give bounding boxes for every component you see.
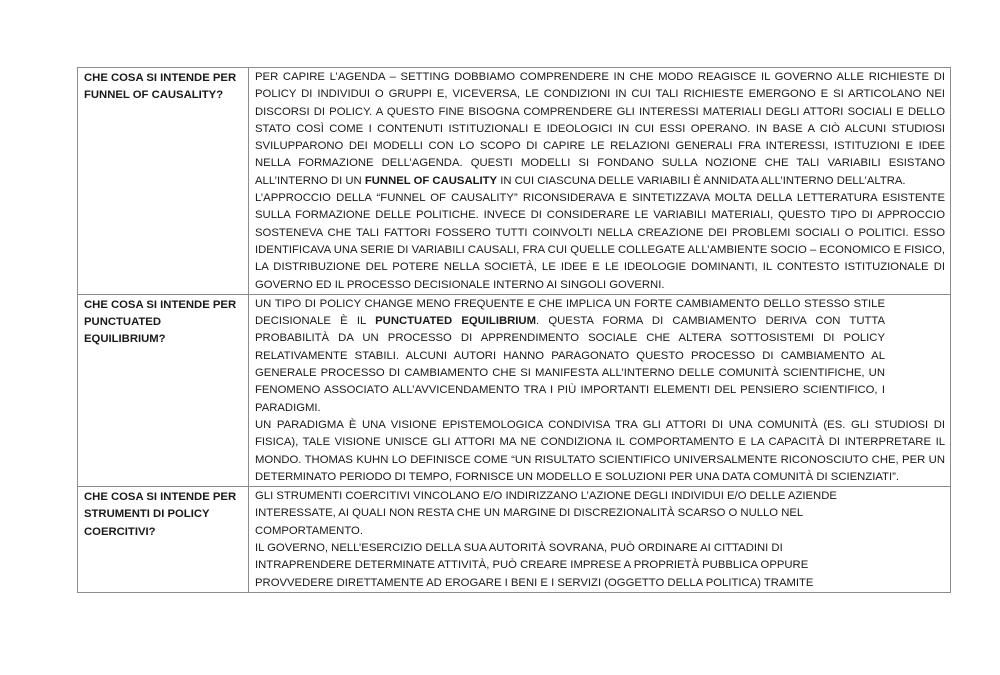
question-cell: CHE COSA SI INTENDE PER STRUMENTI DI POLICY COERCITIVI?	[78, 487, 249, 593]
answer-text: L’APPROCCIO DELLA “FUNNEL OF CAUSALITY” RICONSIDERAVA E SINTETIZZAVA MOLTA DELLA LETTERATURA ESISTENTE SULLA FORMAZIONE DELLE POLITICHE. INVECE DI CONSIDERARE LE VARIABILI MATERIALI, QUESTO TIPO DI APPROCCIO SOSTENEVA CHE TALI FATTORI FOSSERO TUTTI COINVOLTI NELLA CREAZIONE DEI PROBLEMI SOCIALI O POLITICI. ESSO IDENTIFICAVA UNA SERIE DI VARIABILI CAUSALI, FRA CUI QUELLE COLLEGATE ALL’AMBIENTE SOCIO – ECONOMICO E FISICO, LA DISTRIBUZIONE DEL POTERE NELLA SOCIETÀ, LE IDEE E LE IDEOLOGIE DOMINANTI, IL CONTESTO ISTITUZIONALE DI GOVERNO ED IL PROCESSO DECISIONALE INTERNO AI SINGOLI GOVERNI.	[255, 192, 945, 291]
answer-text: UN TIPO DI POLICY CHANGE MENO FREQUENTE E CHE IMPLICA UN FORTE CAMBIAMENTO DELLO STESSO STILE DECISIONALE È IL	[255, 297, 885, 328]
answer-text: GLI STRUMENTI COERCITIVI VINCOLANO E/O INDIRIZZANO L’AZIONE DEGLI INDIVIDUI E/O DELLE AZIENDE INTERESSATE, AI QUALI NON RESTA CHE UN MARGINE DI DISCREZIONALITÀ SCARSO O NULLO NEL COMPORTAMENTO.	[255, 490, 837, 537]
table-row	[78, 487, 951, 593]
answer-text: UN PARADIGMA È UNA VISIONE EPISTEMOLOGICA CONDIVISA TRA GLI ATTORI DI UNA COMUNITÀ (ES. GLI STUDIOSI DI FISICA), TALE VISIONE UNISCE GLI ATTORI MA NE CONDIZIONA IL COMPORTAMENTO E LA CAPACITÀ DI INTERPRETARE IL MONDO. THOMAS KUHN LO DEFINISCE COME “UN RISULTATO SCIENTIFICO UNIVERSALMENTE RICONOSCIUTO CHE, PER UN DETERMINATO PERIODO DI TEMPO, FORNISCE UN MODELLO E SOLUZIONI PER UNA DATA COMUNITÀ DI SCIENZIATI”.	[255, 418, 945, 483]
answer-cell	[249, 294, 951, 486]
answer-paragraph	[255, 417, 945, 486]
answer-bold-term: FUNNEL OF CAUSALITY	[364, 174, 498, 187]
answer-text: IL GOVERNO, NELL’ESERCIZIO DELLA SUA AUTORITÀ SOVRANA, PUÒ ORDINARE AI CITTADINI DI INTRAPRENDERE DETERMINATE ATTIVITÀ, PUÒ CREARE IMPRESE A PROPRIETÀ PUBBLICA OPPURE PROVVEDERE DIRETTAMENTE AD EROGARE I BENI E I SERVIZI (OGGETTO DELLA POLITICA) TRAMITE	[255, 542, 814, 589]
answer-paragraph	[255, 190, 945, 294]
answer-paragraph	[255, 540, 815, 592]
answer-paragraph	[255, 296, 885, 417]
question-cell: CHE COSA SI INTENDE PER FUNNEL OF CAUSALITY?	[78, 68, 249, 295]
answer-paragraph	[255, 69, 945, 190]
table-row	[78, 68, 951, 295]
qa-table	[77, 67, 951, 593]
answer-text: . QUESTA FORMA DI CAMBIAMENTO DERIVA CON TUTTA PROBABILITÀ DA UN PROCESSO DI APPRENDIMENTO SOCIALE CHE ALTERA SOTTOSISTEMI DI POLICY RELATIVAMENTE STABILI. ALCUNI AUTORI HANNO PARAGONATO QUESTO PROCESSO DI CAMBIAMENTO AL GENERALE PROCESSO DI CAMBIAMENTO CHE SI MANIFESTA ALL’INTERNO DELLE COMUNITÀ SCIENTIFICHE, UN FENOMENO ASSOCIATO ALL’AVVICENDAMENTO TRA I PIÙ IMPORTANTI ELEMENTI DEL PENSIERO SCIENTIFICO, I PARADIGMI.	[255, 315, 885, 414]
answer-cell	[249, 487, 951, 593]
answer-bold-term: PUNCTUATED EQUILIBRIUM	[375, 315, 536, 328]
answer-text: PER CAPIRE L’AGENDA – SETTING DOBBIAMO COMPRENDERE IN CHE MODO REAGISCE IL GOVERNO ALLE RICHIESTE DI POLICY DI INDIVIDUI O GRUPPI E, VICEVERSA, LE CONDIZIONI IN CUI TALI RICHIESTE EMERGONO E SI ARTICOLANO NEI DISCORSI DI POLICY. A QUESTO FINE BISOGNA COMPRENDERE GLI INTERESSI MATERIALI DEGLI ATTORI SOCIALI E DELLO STATO COSÌ COME I CONTENUTI ISTITUZIONALI E IDEOLOGICI IN CUI ESSI OPERANO. IN BASE A CIÒ ALCUNI STUDIOSI SVILUPPARONO DEI MODELLI CON LO SCOPO DI CAPIRE LE RELAZIONI GENERALI FRA INTERESSI, ISTITUZIONI E IDEE NELLA FORMAZIONE DELL’AGENDA. QUESTI MODELLI SI FONDANO SULLA NOZIONE CHE TALI VARIABILI ESISTANO ALL’INTERNO DI UN	[255, 71, 945, 187]
answer-paragraph	[255, 488, 870, 540]
table-row	[78, 294, 951, 486]
answer-text: IN CUI CIASCUNA DELLE VARIABILI È ANNIDATA ALL’INTERNO DELL’ALTRA.	[497, 174, 906, 187]
question-cell: CHE COSA SI INTENDE PER PUNCTUATED EQUILIBRIUM?	[78, 294, 249, 486]
answer-cell	[249, 68, 951, 295]
